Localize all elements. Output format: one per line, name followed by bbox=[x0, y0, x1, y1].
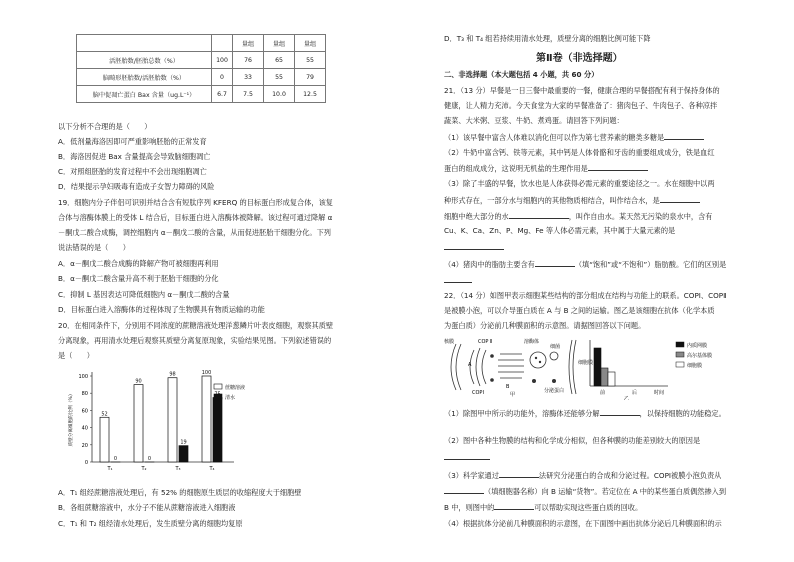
q21-part-2-text: 蛋白的组成成分，这说明无机盐的生理作用是 bbox=[444, 164, 588, 173]
q21-stem-line: 21．（13 分）早餐是一日三餐中最重要的一餐，健康合理的早餐搭配有利于保持身体的 bbox=[444, 86, 720, 95]
y-tick-label: 100 bbox=[78, 374, 88, 380]
q21-stem-line: 蔬菜、大米粥、豆浆、牛奶、煮鸡蛋。请回答下列问题： bbox=[444, 116, 624, 125]
y-tick-label: 40 bbox=[81, 425, 88, 432]
lysosome-content bbox=[539, 361, 541, 363]
legend-swatch-sucrose bbox=[214, 384, 222, 389]
section-heading: 二、非选择题（本大题包括 4 小题，共 60 分） bbox=[444, 70, 599, 79]
bar-water-3 bbox=[179, 446, 188, 462]
answer-blank[interactable] bbox=[494, 502, 534, 510]
x-tick-label: T₂ bbox=[141, 466, 147, 472]
table-cell: 33 bbox=[233, 69, 264, 86]
q19-option: B．α－酮戊二酸含量升高不利于胚胎干细胞的分化 bbox=[58, 274, 219, 283]
q22-part-3-text: （3）科学家通过 bbox=[444, 471, 499, 480]
table-header-cell: 量组 bbox=[264, 35, 295, 52]
legend-label-water: 清水 bbox=[225, 395, 236, 401]
y-tick-label: 0 bbox=[84, 460, 88, 466]
q22-part-3-line bbox=[444, 470, 721, 480]
y-tick-label: 60 bbox=[81, 408, 88, 415]
table-row-label: 活胚胎数/胚胎总数（%） bbox=[77, 52, 212, 69]
q22-part-3-text: （填细胞器名称）向 B 运输“货物”。若定位在 A 中的某些蛋白质偶然掺入到 bbox=[484, 487, 727, 496]
table-cell: 55 bbox=[264, 69, 295, 86]
x-tick-label: T₄ bbox=[209, 466, 215, 472]
table-cell: 100 bbox=[212, 52, 233, 69]
q21-part-1-text: （1）该早餐中富含人体难以消化但可以作为第七营养素的糖类多糖是 bbox=[444, 133, 665, 142]
answer-blank[interactable] bbox=[444, 275, 472, 283]
golgi-cisternae bbox=[498, 354, 524, 378]
q21-part-4-text: （4）猪肉中的脂肪主要含有 bbox=[444, 260, 535, 269]
data-label: 52 bbox=[101, 411, 108, 418]
q21-part-4-line bbox=[444, 275, 472, 285]
q21-part-3-text: ，叫作自由水。某天然无污染的泉水中，含有 bbox=[568, 212, 713, 221]
q20-stem-line: 20．在相同条件下，分别用不同浓度的蔗糖溶液处理洋葱鳞片叶表皮细胞，观察其质壁 bbox=[58, 321, 334, 330]
table-cell: 79 bbox=[295, 69, 326, 86]
q20-option: A．T₁ 组经蔗糖溶液处理后，有 52% 的细胞原生质层的收缩程度大于细胞壁 bbox=[58, 488, 302, 497]
legend-swatch-water bbox=[214, 394, 222, 399]
q18-option: C．对照组胚胎的发育过程中不会出现细胞凋亡 bbox=[58, 167, 207, 176]
legend-label-er: 内质网膜 bbox=[687, 343, 708, 349]
q19-stem-line: 说法错误的是（ ） bbox=[58, 243, 130, 252]
er-membrane bbox=[482, 350, 486, 384]
legend-label-cell-membrane: 细胞膜 bbox=[687, 363, 703, 369]
q19-stem-line: －酮戊二酸合成酶，调控细胞内 α－酮戊二酸的含量，从而促进胚胎干细胞分化。下列 bbox=[58, 228, 331, 237]
bar-er-membrane bbox=[594, 348, 601, 386]
cell-diagram bbox=[444, 336, 594, 398]
y-tick-label: 80 bbox=[81, 391, 88, 398]
table-row bbox=[77, 52, 326, 69]
q22-stem-line: 为蛋白质）分泌前几种膜面积的示意图。请据图回答以下问题。 bbox=[444, 321, 646, 330]
q21-part-3-line bbox=[444, 242, 504, 252]
q20-bar-chart bbox=[64, 362, 264, 478]
table-row-label: 脑中促凋亡蛋白 Bax 含量（ug.L⁻¹） bbox=[77, 86, 212, 103]
table-cell: 55 bbox=[295, 52, 326, 69]
table-cell: 10.0 bbox=[264, 86, 295, 103]
q22-part-3-text: B 中，则图中的 bbox=[444, 503, 495, 512]
q21-part-2-line bbox=[444, 163, 648, 173]
membrane-area-chart bbox=[584, 336, 734, 400]
q19-option: C．抑制 L 基因表达可降低细胞内 α－酮戊二酸的含量 bbox=[58, 290, 230, 299]
y-axis-label: 质壁分离细胞的比例（%） bbox=[69, 391, 74, 447]
label-lysosome: 溶酶体 bbox=[524, 339, 540, 345]
table-cell: 76 bbox=[233, 52, 264, 69]
x-tick-label: T₃ bbox=[175, 466, 181, 472]
table-row bbox=[77, 69, 326, 86]
data-label: 0 bbox=[113, 456, 118, 462]
answer-blank[interactable] bbox=[664, 132, 704, 140]
vesicle bbox=[552, 379, 556, 383]
q21-part-4 bbox=[444, 259, 726, 269]
table-cell: 6.7 bbox=[212, 86, 233, 103]
part-title: 第Ⅱ卷（非选择题） bbox=[536, 53, 623, 64]
axis-label-after: 后 bbox=[632, 390, 638, 396]
q22-stem-line: 22．（14 分）如图甲表示细胞某些结构的部分组成在结构与功能上的联系。COPⅠ、COPⅡ bbox=[444, 291, 727, 300]
q21-part-1 bbox=[444, 132, 704, 142]
axis-label-time: 时间 bbox=[654, 390, 665, 396]
y-tick-label: 20 bbox=[81, 442, 88, 449]
q22-stem-line: 是被膜小泡，可以介导蛋白质在 A 与 B 之间的运输。图乙是该细胞在抗体（化学本质 bbox=[444, 306, 715, 315]
q22-part-3-text: 可以帮助实现这些蛋白质的回收。 bbox=[534, 503, 643, 512]
q18-option: D．结果提示孕妇吸毒有造成子女智力障碍的风险 bbox=[58, 182, 215, 191]
answer-blank[interactable] bbox=[509, 211, 569, 219]
q22-part-2-line bbox=[444, 452, 490, 462]
q19-option: D．目标蛋白进入溶酶体的过程体现了生物膜具有物质运输的功能 bbox=[58, 305, 265, 314]
bar-sucrose-3 bbox=[168, 378, 177, 462]
q19-stem-line: 19．细胞内分子伴侣可识别并结合含有短肽序列 KFERQ 的目标蛋白形成复合体，该复 bbox=[58, 198, 333, 207]
bar-sucrose-1 bbox=[100, 417, 109, 462]
bar-water-4 bbox=[213, 398, 222, 463]
q22-part-4: （4）根据抗体分泌前几种膜面积的示意图，在下面图中画出抗体分泌后几种膜面积的示 bbox=[444, 519, 722, 528]
q19-stem-line: 合体与溶酶体膜上的受体 L 结合后，目标蛋白进入溶酶体被降解。该过程可通过降解 α bbox=[58, 213, 333, 222]
label-copii: COP Ⅱ bbox=[478, 339, 493, 345]
label-bacteria: 细菌 bbox=[550, 344, 561, 350]
nuclear-membrane-arc bbox=[451, 344, 456, 390]
data-table bbox=[76, 34, 326, 103]
data-label: 100 bbox=[201, 370, 212, 376]
answer-blank[interactable] bbox=[444, 486, 484, 494]
legend-swatch-golgi bbox=[676, 352, 684, 357]
q21-part-3-line bbox=[444, 211, 712, 221]
nuclear-membrane-arc bbox=[456, 344, 461, 390]
lysosome-content bbox=[535, 357, 537, 359]
q22-part-1-text: ，以保持细胞的功能稳定。 bbox=[639, 409, 726, 418]
table-cell: 12.5 bbox=[295, 86, 326, 103]
q21-part-3-text: 细胞中绝大部分的水 bbox=[444, 212, 509, 221]
table-header-cell bbox=[212, 35, 233, 52]
cell-membrane bbox=[569, 340, 572, 394]
q21-part-3-text: 种形式存在，一部分水与细胞内的其他物质相结合，叫作结合水，是 bbox=[444, 196, 660, 205]
label-nuclear-membrane: 核膜 bbox=[444, 339, 455, 345]
q20-option: C．T₁ 和 T₂ 组经清水处理后，发生质壁分离的细胞均复原 bbox=[58, 519, 243, 528]
table-header-cell: 量组 bbox=[295, 35, 326, 52]
answer-blank[interactable] bbox=[588, 163, 648, 171]
q18-option: A．低剂量海洛因即可严重影响胚胎的正常发育 bbox=[58, 137, 207, 146]
table-cell: 7.5 bbox=[233, 86, 264, 103]
label-b: B bbox=[506, 384, 510, 390]
answer-blank[interactable] bbox=[600, 408, 640, 416]
q21-part-2-line: （2）牛奶中富含钙、铁等元素，其中钙是人体骨骼和牙齿的重要组成成分，铁是血红 bbox=[444, 148, 715, 157]
q21-part-4-text: （填“饱和”或“不饱和”）脂肪酸。它们的区别是 bbox=[574, 260, 727, 269]
q21-stem-line: 健康，让人精力充沛。今天食堂为大家的早餐准备了：猪肉包子、牛肉包子、各种凉拌 bbox=[444, 101, 718, 110]
answer-blank[interactable] bbox=[660, 195, 700, 203]
q21-part-3-line: Cu、K、Ca、Zn、P、Mg、Fe 等人体必需元素，其中属于大量元素的是 bbox=[444, 226, 676, 235]
q19-option: A．α－酮戊二酸合成酶的降解产物可被细胞再利用 bbox=[58, 259, 219, 268]
legend-swatch-cell-membrane bbox=[676, 362, 684, 367]
q20-option-d: D．T₃ 和 T₄ 组若持续用清水处理，质壁分离的细胞比例可能下降 bbox=[444, 34, 651, 43]
vesicle bbox=[490, 354, 494, 358]
table-header-row bbox=[77, 35, 326, 52]
q22-part-3-line bbox=[444, 486, 726, 496]
q18-stem: 以下分析不合理的是（ ） bbox=[58, 122, 152, 131]
table-row bbox=[77, 86, 326, 103]
bar-sucrose-4 bbox=[202, 376, 211, 462]
q21-part-3-line bbox=[444, 195, 700, 205]
bar-sucrose-2 bbox=[134, 385, 143, 462]
table-header-cell: 量组 bbox=[233, 35, 264, 52]
q22-part-1-text: （1）除图甲中所示的功能外，溶酶体还能够分解 bbox=[444, 409, 600, 418]
q20-stem-line: 分离现象，再用清水处理后观察其质壁分离复原现象，实验结果见图。下列叙述错误的 bbox=[58, 336, 332, 345]
label-copi: COPⅠ bbox=[472, 390, 484, 396]
label-yi: 乙 bbox=[624, 396, 630, 400]
legend-label-sucrose: 蔗糖溶液 bbox=[225, 385, 246, 391]
table-cell: 65 bbox=[264, 52, 295, 69]
axis-label-before: 前 bbox=[600, 390, 606, 396]
lysosome bbox=[530, 352, 546, 368]
legend-label-golgi: 高尔基体膜 bbox=[687, 353, 713, 359]
data-label: 0 bbox=[147, 456, 152, 462]
q22-part-3-text: 法研究分泌蛋白的合成和分泌过程。COPⅠ被膜小泡负责从 bbox=[538, 471, 722, 480]
cell-membrane bbox=[573, 340, 576, 394]
answer-blank[interactable] bbox=[444, 242, 504, 250]
label-jia: 甲 bbox=[510, 392, 516, 398]
vesicle bbox=[490, 378, 494, 382]
data-label: 19 bbox=[180, 439, 187, 446]
bar-cell-membrane bbox=[608, 372, 615, 386]
table-cell: 0 bbox=[212, 69, 233, 86]
table-row-label: 脑畸形胚胎数/活胚胎数（%） bbox=[77, 69, 212, 86]
q20-option: B．各组蔗糖溶液中，水分子不能从蔗糖溶液进入细胞液 bbox=[58, 503, 236, 512]
label-secretion: 分泌蛋白 bbox=[544, 388, 565, 394]
vesicle bbox=[532, 379, 536, 383]
data-label: 98 bbox=[169, 371, 176, 378]
answer-blank[interactable] bbox=[535, 259, 575, 267]
q22-part-3-line bbox=[444, 502, 642, 512]
answer-blank[interactable] bbox=[444, 452, 490, 460]
q18-option: B．海洛因促进 Bax 含量提高会导致脑细胞凋亡 bbox=[58, 152, 211, 161]
q22-part-1 bbox=[444, 408, 726, 418]
legend-swatch-er bbox=[676, 342, 684, 347]
q21-part-3-line: （3）除了丰盛的早餐，饮水也是人体获得必需元素的重要途径之一。水在细胞中以两 bbox=[444, 179, 715, 188]
q22-part-2: （2）图中各种生物膜的结构和化学成分相似，但各种膜的功能差别较大的原因是 bbox=[444, 436, 701, 445]
bar-golgi-membrane bbox=[601, 368, 608, 386]
answer-blank[interactable] bbox=[499, 470, 539, 478]
er-membrane bbox=[476, 348, 480, 386]
bacteria bbox=[550, 352, 558, 360]
label-cell-membrane: 细胞膜 bbox=[578, 360, 594, 366]
label-a: A bbox=[468, 362, 472, 368]
data-label: 90 bbox=[135, 378, 142, 385]
q20-stem-line: 是（ ） bbox=[58, 351, 94, 360]
table-header-cell bbox=[77, 35, 212, 52]
x-tick-label: T₁ bbox=[107, 466, 113, 472]
